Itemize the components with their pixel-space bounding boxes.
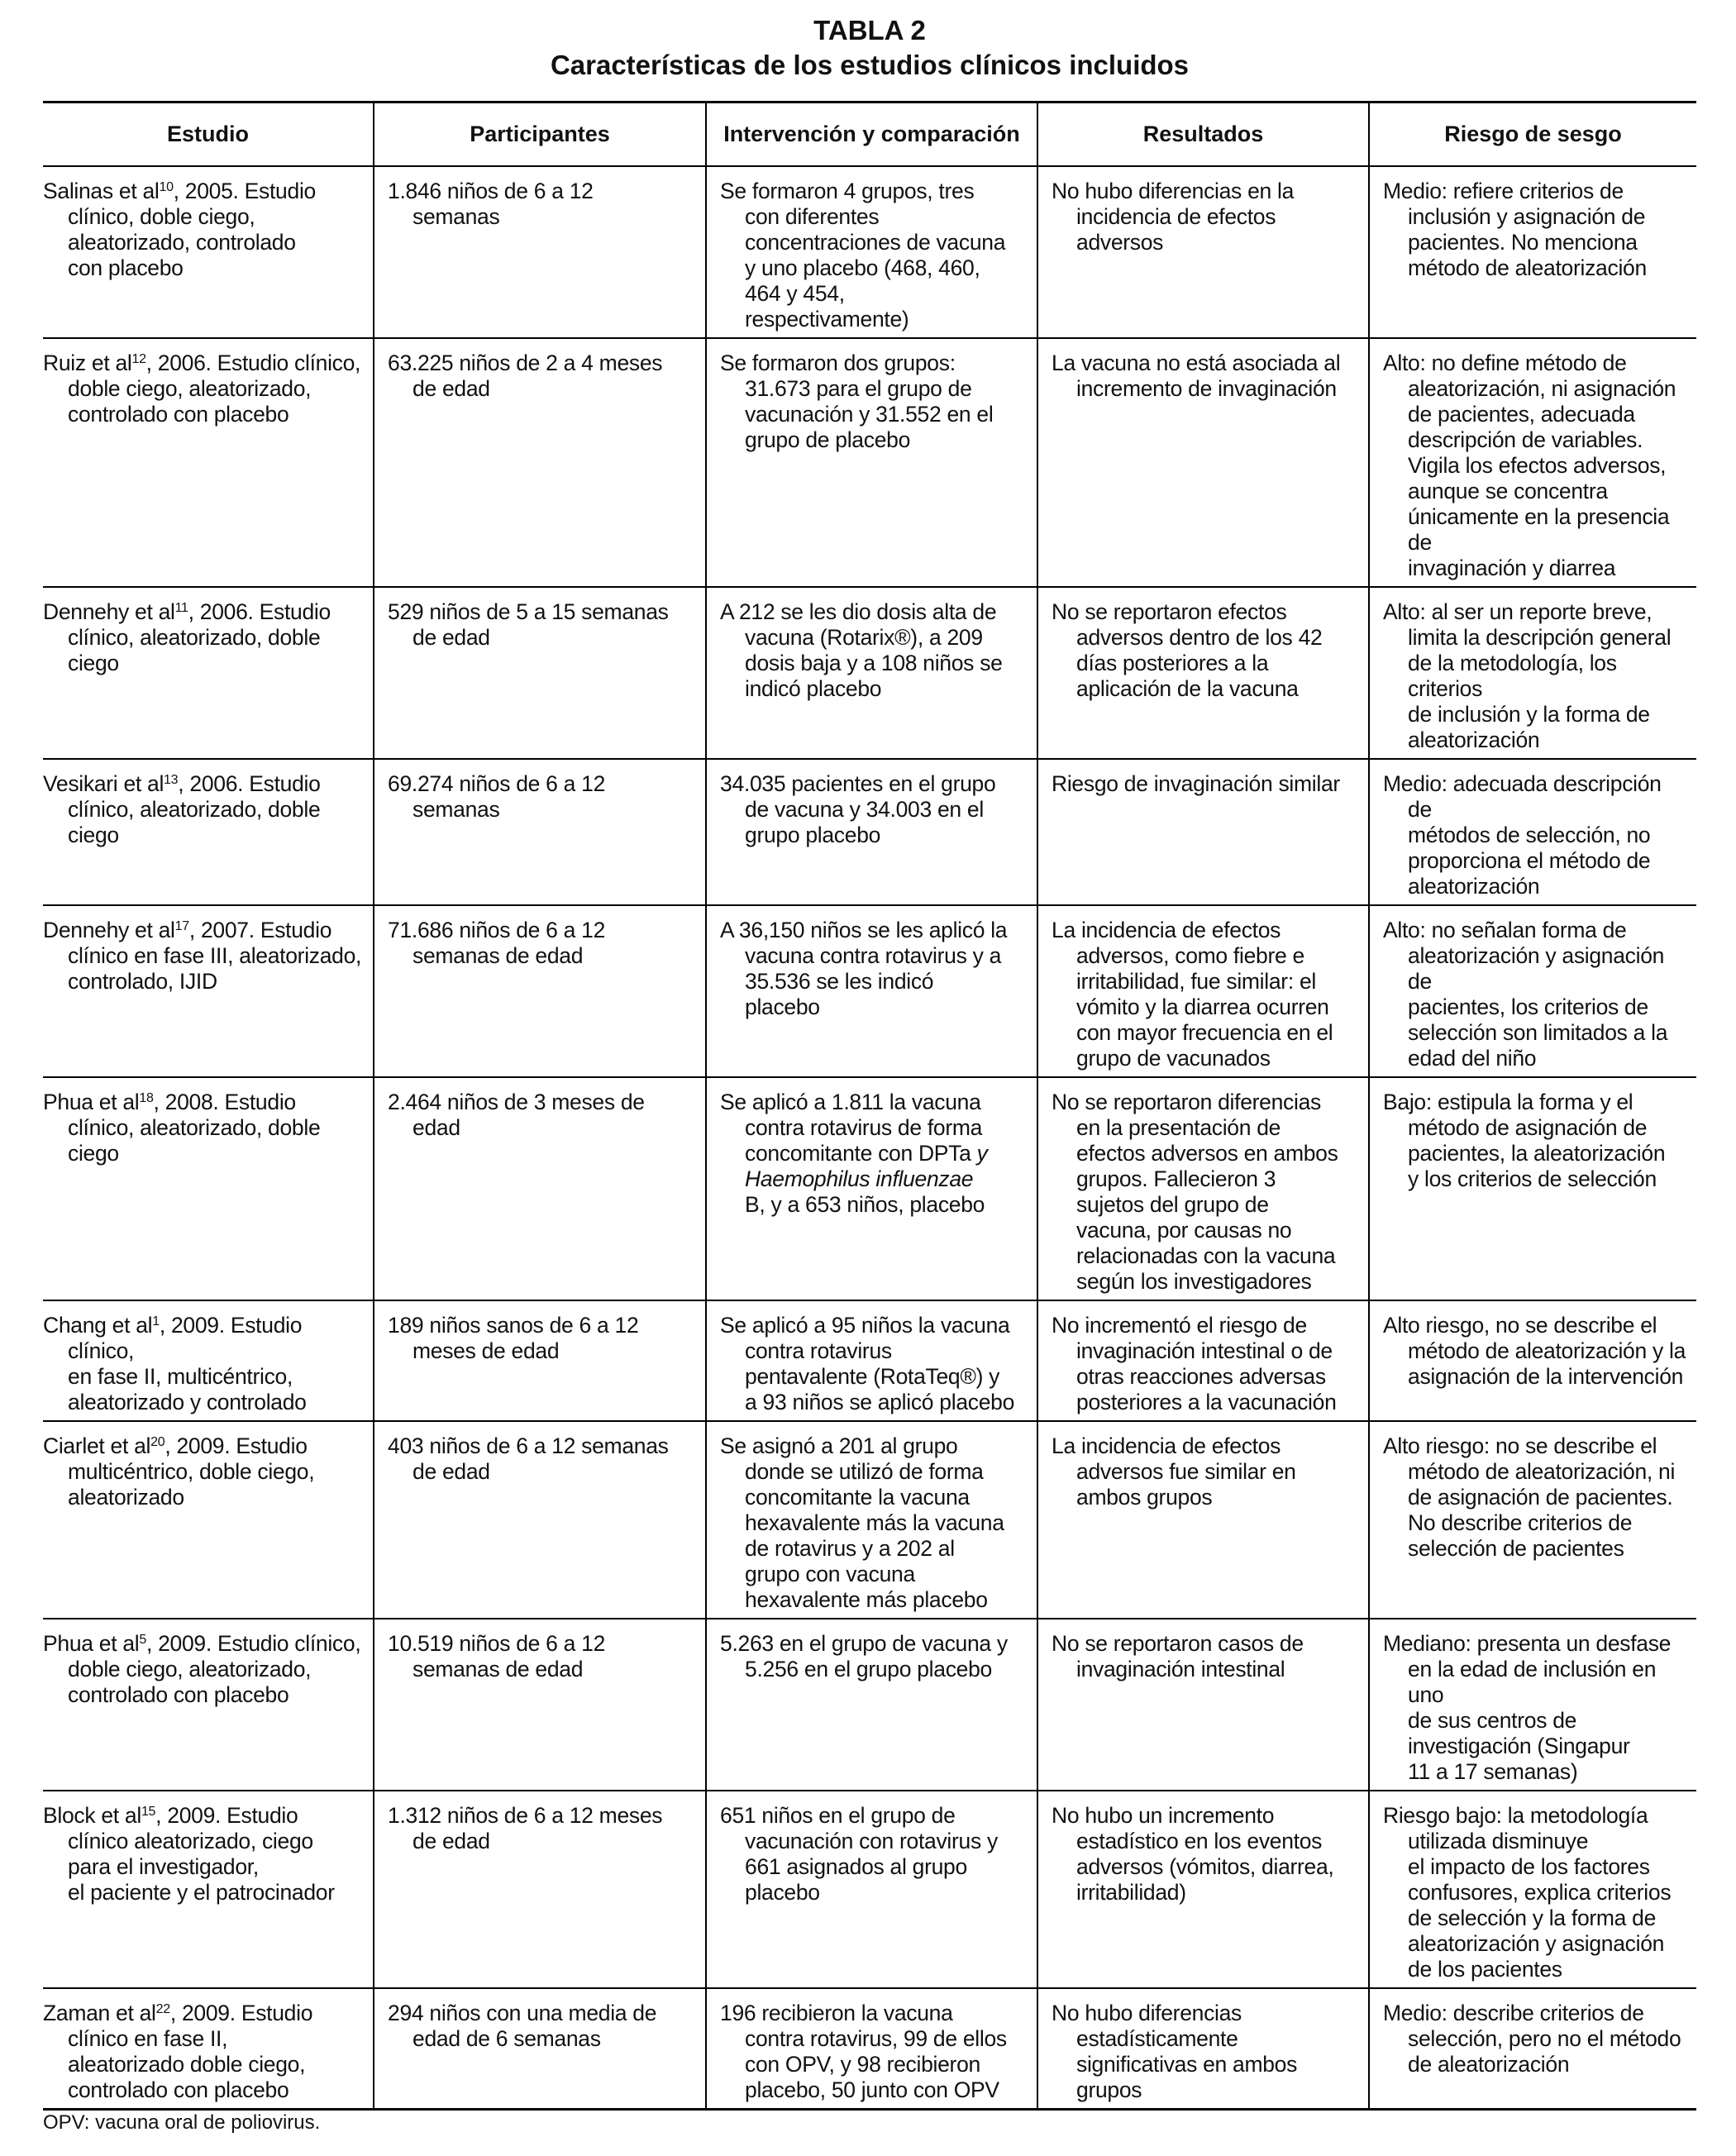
intervention-cell: Se formaron dos grupos: 31.673 para el grupo de vacunación y 31.552 en el grupo de placebo — [706, 338, 1037, 587]
participants-cell: 1.846 niños de 6 a 12 semanas — [374, 166, 706, 338]
study-cell: Block et $al^{15}$, 2009. Estudio clínico aleatorizado, ciego para el investigador, el paciente y el patrocinador — [43, 1791, 374, 1988]
table-header-row — [43, 103, 1696, 166]
intervention-cell: Se formaron 4 grupos, tres con diferentes concentraciones de vacuna y uno placebo (468, 460, 464 y 454, respectivamente) — [706, 166, 1037, 338]
results-cell: La vacuna no está asociada al incremento de invaginación — [1037, 338, 1369, 587]
intervention-cell: 5.263 en el grupo de vacuna y 5.256 en el grupo placebo — [706, 1619, 1037, 1791]
table-row — [43, 759, 1696, 905]
risk-cell: Medio: describe criterios de selección, pero no el método de aleatorización — [1369, 1988, 1696, 2110]
intervention-cell: Se aplicó a 95 niños la vacuna contra rotavirus pentavalente (RotaTeq®) y a 93 niños se aplicó placebo — [706, 1300, 1037, 1421]
results-cell: No hubo diferencias estadísticamente significativas en ambos grupos — [1037, 1988, 1369, 2110]
results-cell: No se reportaron efectos adversos dentro de los 42 días posteriores a la aplicación de la vacuna — [1037, 587, 1369, 759]
study-cell: Ciarlet et $al^{20}$, 2009. Estudio multicéntrico, doble ciego, aleatorizado — [43, 1421, 374, 1619]
results-cell: La incidencia de efectos adversos fue similar en ambos grupos — [1037, 1421, 1369, 1619]
risk-cell: Riesgo bajo: la metodología utilizada disminuye el impacto de los factores confusores, explica criterios de selección y la forma de aleatorización y asignación de los pacientes — [1369, 1791, 1696, 1988]
participants-cell: 63.225 niños de 2 a 4 meses de edad — [374, 338, 706, 587]
table-row — [43, 338, 1696, 587]
intervention-cell: 196 recibieron la vacuna contra rotavirus, 99 de ellos con OPV, y 98 recibieron placebo, 50 junto con OPV — [706, 1988, 1037, 2110]
column-header-intervention: Intervención y comparación — [706, 103, 1037, 166]
results-cell: La incidencia de efectos adversos, como fiebre e irritabilidad, fue similar: el vómito y la diarrea ocurren con mayor frecuencia en el grupo de vacunados — [1037, 905, 1369, 1077]
participants-cell: 1.312 niños de 6 a 12 meses de edad — [374, 1791, 706, 1988]
participants-cell: 2.464 niños de 3 meses de edad — [374, 1077, 706, 1300]
intervention-cell: 651 niños en el grupo de vacunación con rotavirus y 661 asignados al grupo placebo — [706, 1791, 1037, 1988]
risk-cell: Alto riesgo: no se describe el método de aleatorización, ni de asignación de pacientes. No describe criterios de selección de pacientes — [1369, 1421, 1696, 1619]
risk-cell: Alto riesgo, no se describe el método de aleatorización y la asignación de la intervención — [1369, 1300, 1696, 1421]
risk-cell: Medio: refiere criterios de inclusión y asignación de pacientes. No menciona método de aleatorización — [1369, 166, 1696, 338]
results-cell: No incrementó el riesgo de invaginación intestinal o de otras reacciones adversas posteriores a la vacunación — [1037, 1300, 1369, 1421]
participants-cell: 189 niños sanos de 6 a 12 meses de edad — [374, 1300, 706, 1421]
study-cell: Zaman et $al^{22}$, 2009. Estudio clínico en fase II, aleatorizado doble ciego, controlado con placebo — [43, 1988, 374, 2110]
column-header-results: Resultados — [1037, 103, 1369, 166]
participants-cell: 10.519 niños de 6 a 12 semanas de edad — [374, 1619, 706, 1791]
table-row — [43, 905, 1696, 1077]
column-header-participants: Participantes — [374, 103, 706, 166]
study-cell: Vesikari et $al^{13}$, 2006. Estudio clínico, aleatorizado, doble ciego — [43, 759, 374, 905]
results-cell: No se reportaron diferencias en la presentación de efectos adversos en ambos grupos. Fallecieron 3 sujetos del grupo de vacuna, por causas no relacionadas con la vacuna según los investigadores — [1037, 1077, 1369, 1300]
risk-cell: Alto: al ser un reporte breve, limita la descripción general de la metodología, los criterios de inclusión y la forma de aleatorización — [1369, 587, 1696, 759]
column-header-study: Estudio — [43, 103, 374, 166]
results-cell: Riesgo de invaginación similar — [1037, 759, 1369, 905]
column-header-risk: Riesgo de sesgo — [1369, 103, 1696, 166]
risk-cell: Medio: adecuada descripción de métodos de selección, no proporciona el método de aleatorización — [1369, 759, 1696, 905]
participants-cell: 294 niños con una media de edad de 6 semanas — [374, 1988, 706, 2110]
risk-cell: Alto: no señalan forma de aleatorización y asignación de pacientes, los criterios de selección son limitados a la edad del niño — [1369, 905, 1696, 1077]
results-cell: No se reportaron casos de invaginación intestinal — [1037, 1619, 1369, 1791]
risk-cell: Bajo: estipula la forma y el método de asignación de pacientes, la aleatorización y los criterios de selección — [1369, 1077, 1696, 1300]
risk-cell: Alto: no define método de aleatorización, ni asignación de pacientes, adecuada descripción de variables. Vigila los efectos adversos, aunque se concentra únicamente en la presencia de invaginación y diarrea — [1369, 338, 1696, 587]
table-row — [43, 1300, 1696, 1421]
participants-cell: 71.686 niños de 6 a 12 semanas de edad — [374, 905, 706, 1077]
intervention-cell: Se aplicó a 1.811 la vacuna contra rotavirus de forma concomitante con DPTa y Haemophilus influenzae B, y a 653 niños, placebo — [706, 1077, 1037, 1300]
table-subtitle: Características de los estudios clínicos incluidos — [550, 50, 1190, 80]
table-row — [43, 1988, 1696, 2110]
participants-cell: 69.274 niños de 6 a 12 semanas — [374, 759, 706, 905]
document-page — [43, 0, 1696, 2134]
study-cell: Dennehy et $al^{17}$, 2007. Estudio clínico en fase III, aleatorizado, controlado, IJID — [43, 905, 374, 1077]
results-cell: No hubo un incremento estadístico en los eventos adversos (vómitos, diarrea, irritabilidad) — [1037, 1791, 1369, 1988]
study-cell: Ruiz et $al^{12}$, 2006. Estudio clínico, doble ciego, aleatorizado, controlado con placebo — [43, 338, 374, 587]
study-cell: Phua et $al^5$, 2009. Estudio clínico, doble ciego, aleatorizado, controlado con placebo — [43, 1619, 374, 1791]
results-cell: No hubo diferencias en la incidencia de efectos adversos — [1037, 166, 1369, 338]
table-row — [43, 166, 1696, 338]
participants-cell: 529 niños de 5 a 15 semanas de edad — [374, 587, 706, 759]
table-row — [43, 1421, 1696, 1619]
intervention-cell: 34.035 pacientes en el grupo de vacuna y 34.003 en el grupo placebo — [706, 759, 1037, 905]
table-row — [43, 1791, 1696, 1988]
participants-cell: 403 niños de 6 a 12 semanas de edad — [374, 1421, 706, 1619]
intervention-cell: A 36,150 niños se les aplicó la vacuna contra rotavirus y a 35.536 se les indicó placebo — [706, 905, 1037, 1077]
studies-table — [43, 103, 1696, 2111]
table-row — [43, 587, 1696, 759]
study-cell: Chang et $al^1$, 2009. Estudio clínico, en fase II, multicéntrico, aleatorizado y controlado — [43, 1300, 374, 1421]
table-row — [43, 1619, 1696, 1791]
risk-cell: Mediano: presenta un desfase en la edad de inclusión en uno de sus centros de investigación (Singapur 11 a 17 semanas) — [1369, 1619, 1696, 1791]
study-cell: Dennehy et $al^{11}$, 2006. Estudio clínico, aleatorizado, doble ciego — [43, 587, 374, 759]
study-cell: Phua et $al^{18}$, 2008. Estudio clínico, aleatorizado, doble ciego — [43, 1077, 374, 1300]
intervention-cell: A 212 se les dio dosis alta de vacuna (Rotarix®), a 209 dosis baja y a 108 niños se indicó placebo — [706, 587, 1037, 759]
table-footnote: OPV: vacuna oral de poliovirus. — [43, 2111, 321, 2134]
table-title: TABLA 2 — [813, 15, 926, 45]
table-row — [43, 1077, 1696, 1300]
intervention-cell: Se asignó a 201 al grupo donde se utilizó de forma concomitante la vacuna hexavalente más la vacuna de rotavirus y a 202 al grupo con vacuna hexavalente más placebo — [706, 1421, 1037, 1619]
study-cell: Salinas et $al^{10}$, 2005. Estudio clínico, doble ciego, aleatorizado, controlado con placebo — [43, 166, 374, 338]
